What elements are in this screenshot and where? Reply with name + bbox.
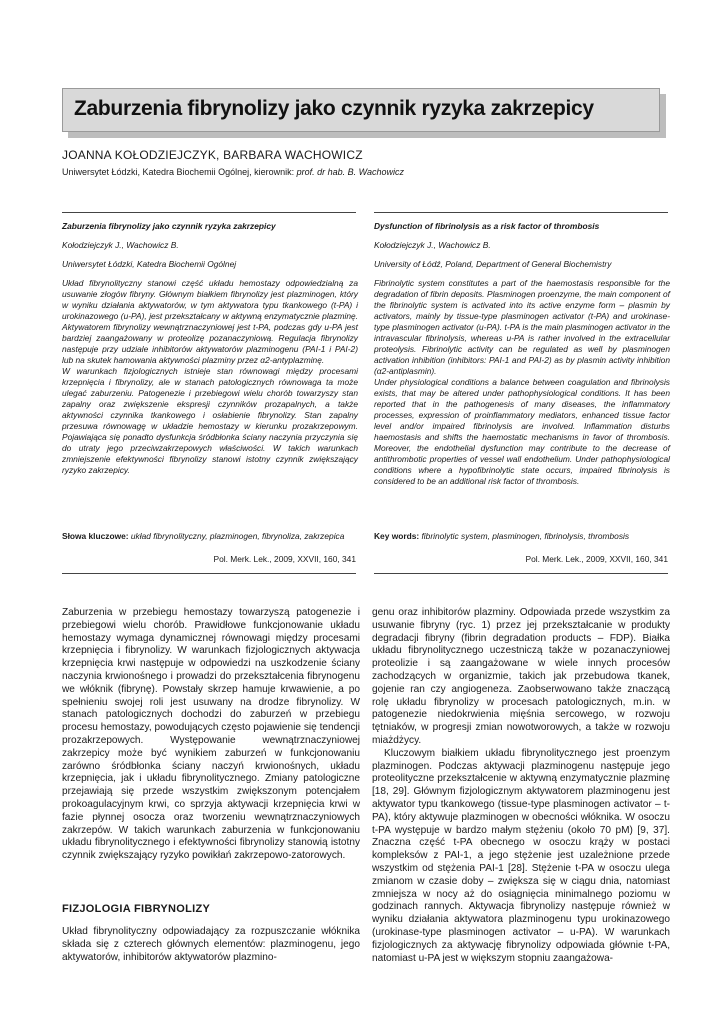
abstract-pl [62, 221, 358, 480]
abstract-pl-keywords [62, 531, 358, 542]
abstract-en-keywords [374, 531, 670, 542]
abstract-en-bottom-rule [374, 573, 668, 574]
abstract-pl-paragraph-1: Układ fibrynolityczny stanowi część układu hemostazy odpowiedzialną za usuwanie złogów fibryny. Głównym białkiem fibrynolizy jest plazminogen, który w wyniku działania aktywatorów, w tym aktywatora typu tkankowego (t-PA) i urokinazowego (u-PA), jest przekształcany w aktywną enzymatycznie plazminę. Aktywatorem fibrynolizy wewnątrznaczyniowej jest t-PA, podczas gdy u-PA jest bardziej zaangażowany w proteolizę pozanaczyniową. Regulacja fibrynolizy następuje przy udziale inhibitorów aktywatorów plazminogenu (PAI-1 i PAI-2) lub na skutek hamowania aktywności plazminy przez α2-antyplazminę. [62, 278, 358, 365]
body-right-column [372, 607, 670, 965]
abstract-pl-top-rule [62, 212, 356, 213]
body-left-column-2 [62, 926, 360, 964]
article-title: Zaburzenia fibrynolizy jako czynnik ryzyka zakrzepicy [74, 97, 594, 120]
abstract-pl-keywords-label: Słowa kluczowe: [62, 531, 129, 541]
abstract-en-affiliation: University of Łódź, Poland, Department of General Biochemistry [374, 259, 612, 269]
abstract-en-top-rule [374, 212, 668, 213]
abstract-pl-title: Zaburzenia fibrynolizy jako czynnik ryzyka zakrzepicy [62, 221, 276, 231]
affiliation-main: Uniwersytet Łódzki, Katedra Biochemii Ogólnej, kierownik: [62, 167, 297, 177]
body-left-column [62, 607, 360, 863]
abstract-en [374, 221, 670, 491]
abstract-pl-affiliation: Uniwersytet Łódzki, Katedra Biochemii Ogólnej [62, 259, 237, 269]
body-paragraph-functions: genu oraz inhibitorów plazminy. Odpowiada przede wszystkim za usuwanie fibryny (ryc. 1) przez jej przekształcanie w produkty degradacji fibryny (fibrin degradation products – FDP). Białka układu fibrynolitycznego uczestniczą także w pozanaczyniowej proteolizie i są zaangażowane w wiele innych procesów zachodzących w organizmie, takich jak przebudowa tkanek, gojenie ran czy angiogeneza. Zaobserwowano także znaczącą rolę układu fibrynolizy w procesach patologicznych, m.in. w patogenezie niedokrwienia mięśnia sercowego, w rozwoju tętniaków, w progresji zmian nowotworowych, a także w rozwoju miażdżycy. [372, 607, 670, 746]
article-authors: JOANNA KOŁODZIEJCZYK, BARBARA WACHOWICZ [62, 148, 363, 162]
abstract-en-reference: Pol. Merk. Lek., 2009, XXVII, 160, 341 [525, 554, 668, 564]
abstract-en-keywords-label: Key words: [374, 531, 420, 541]
body-paragraph-fibrinolytic-system: Układ fibrynolityczny odpowiadający za rozpuszczanie włóknika składa się z czterech głównych elementów: plazminogenu, jego aktywatorów, inhibitorów aktywatorów plazmino- [62, 926, 360, 963]
abstract-pl-paragraph-2: W warunkach fizjologicznych istnieje stan równowagi między procesami krzepnięcia i fibrynolizy, ale w stanach patologicznych równowaga ta może ulegać zaburzeniu. Patogenezie i przebiegowi wielu chorób towarzyszy stan zapalny oraz zwiększenie ekspresji czynników prozapalnych, a także aktywności czynnika tkankowego i osłabienie fibrynolizy. Stan zapalny przesuwa równowagę w układzie hemostazy w kierunku prozakrzepowym. Pojawiająca się ponadto dysfunkcja śródbłonka ściany naczynia przyczynia się do utraty jego przeciwzakrzepowych właściwości. W takich warunkach zmniejszenie efektywności fibrynolizy stanowi istotny czynnik zwiększający ryzyko zakrzepicy. [62, 366, 358, 475]
abstract-pl-bottom-rule [62, 573, 356, 574]
abstract-en-keywords-text: fibrinolytic system, plasminogen, fibrinolysis, thrombosis [419, 531, 630, 541]
body-paragraph-plasminogen: Kluczowym białkiem układu fibrynolitycznego jest proenzym plazminogen. Podczas aktywacji plazminogenu następuje jego proteolityczne przekształcenie w aktywną enzymatycznie plazminę [18, 29]. Głównym fizjologicznym aktywatorem plazminogenu jest aktywator typu tkankowego (tissue-type plasminogen activator – t-PA), który aktywuje plazminogen w obecności włóknika. W osoczu t-PA występuje w bardzo małym stężeniu (około 70 pM) [9, 37]. Znaczna część t-PA obecnego w osoczu krąży w postaci kompleksów z PAI-1, a jego stężenie jest uzależnione przede wszystkim od stężenia PAI-1 [28]. Stężenie t-PA w osoczu ulega zmianom w czasie doby – zwiększa się w ciągu dnia, natomiast zmniejsza w nocy aż do osiągnięcia minimalnego poziomu w godzinach rannych. Aktywacja fibrynolizy następuje również w wyniku działania aktywatora plazminogenu typu urokinazowego (urokinase-type plasminogen activator – u-PA). W warunkach fizjologicznych za aktywację fibrynolizy odpowiada głównie t-PA, natomiast u-PA jest w większym stopniu zaangażowa- [372, 747, 670, 964]
affiliation-head: prof. dr hab. B. Wachowicz [296, 167, 404, 177]
body-paragraph-intro: Zaburzenia w przebiegu hemostazy towarzyszą patogenezie i przebiegowi wielu chorób. Prawidłowe funkcjonowanie układu hemostazy wymaga dynamicznej równowagi między procesami krzepnięcia i fibrynolizy. W warunkach fizjologicznych aktywacja krzepnięcia krwi następuje w odpowiedzi na uszkodzenie ściany naczynia krwionośnego i prowadzi do przekształcenia fibrynogenu we włóknik (fibrynę). Powstały skrzep hamuje krwawienie, a po spełnieniu swojej roli jest usuwany na drodze fibrynolizy. W stanach patologicznych dochodzi do zaburzeń w przebiegu procesu hemostazy, powodujących często pojawienie się tendencji prozakrzepowych. Występowanie wewnątrznaczyniowej zakrzepicy może być wynikiem zaburzeń w funkcjonowaniu zarówno śródbłonka ściany naczyń krwionośnych, układu krzepnięcia, jak i układu fibrynolitycznego. Zmiany patologiczne przejawiają się przede wszystkim zwiększonym potencjałem prokoagulacyjnym krwi, co sprzyja aktywacji krzepnięcia krwi w fazie płynnej osocza oraz tworzeniu wewnątrznaczyniowych zakrzepów. W takich warunkach zaburzenia w funkcjonowaniu układu fibrynolitycznego i efektywności fibrynolizy stanowią istotny czynnik zwiększający ryzyko powikłań zakrzepowo-zatorowych. [62, 607, 360, 862]
abstract-pl-keywords-text: układ fibrynolityczny, plazminogen, fibrynoliza, zakrzepica [128, 531, 345, 541]
abstract-pl-authors: Kołodziejczyk J., Wachowicz B. [62, 240, 179, 250]
abstract-en-paragraph-1: Fibrinolytic system constitutes a part of the haemostasis responsible for the degradation of fibrin deposits. Plasminogen proenzyme, the main component of the fibrinolytic system is activated into its active enzyme form – plasmin by activators, mainly by tissue-type plasminogen activator (t-PA) and urokinase-type plasminogen activator (u-PA). t-PA is the main plasminogen activator in the intravascular fibrinolysis, whereas u-PA is rather involved in the extracellular proteolysis. Fibrinolytic activity can be regulated as well by plasminogen activation inhibition (inhibitors: PAI-1 and PAI-2) as by plasmin activity inhibition (α2-antiplasmin). [374, 278, 670, 376]
abstract-en-title: Dysfunction of fibrinolysis as a risk factor of thrombosis [374, 221, 600, 231]
article-affiliation [62, 167, 404, 177]
section-heading-fizjologia: FIZJOLOGIA FIBRYNOLIZY [62, 903, 211, 915]
abstract-pl-reference: Pol. Merk. Lek., 2009, XXVII, 160, 341 [213, 554, 356, 564]
abstract-en-paragraph-2: Under physiological conditions a balance between coagulation and fibrinolysis exists, that may be altered under pathophysiological conditions. It has been reported that in the pathogenesis of many diseases, the inflammatory processes, expression of proinflammatory mediators, enhanced tissue factor level and/or impaired fibrinolysis are involved. Inflammation disturbs haemostasis and shifts the haemostatic mechanisms in favor of thrombosis. Moreover, the endothelial dysfunction may contribute to the decrease of antithrombotic properties of vessel wall endothelium. Under pathophysiological conditions where a hypofibrinolytic state occurs, impaired fibrinolysis is considered to be an additional risk factor of thrombosis. [374, 377, 670, 486]
abstract-en-authors: Kołodziejczyk J., Wachowicz B. [374, 240, 491, 250]
